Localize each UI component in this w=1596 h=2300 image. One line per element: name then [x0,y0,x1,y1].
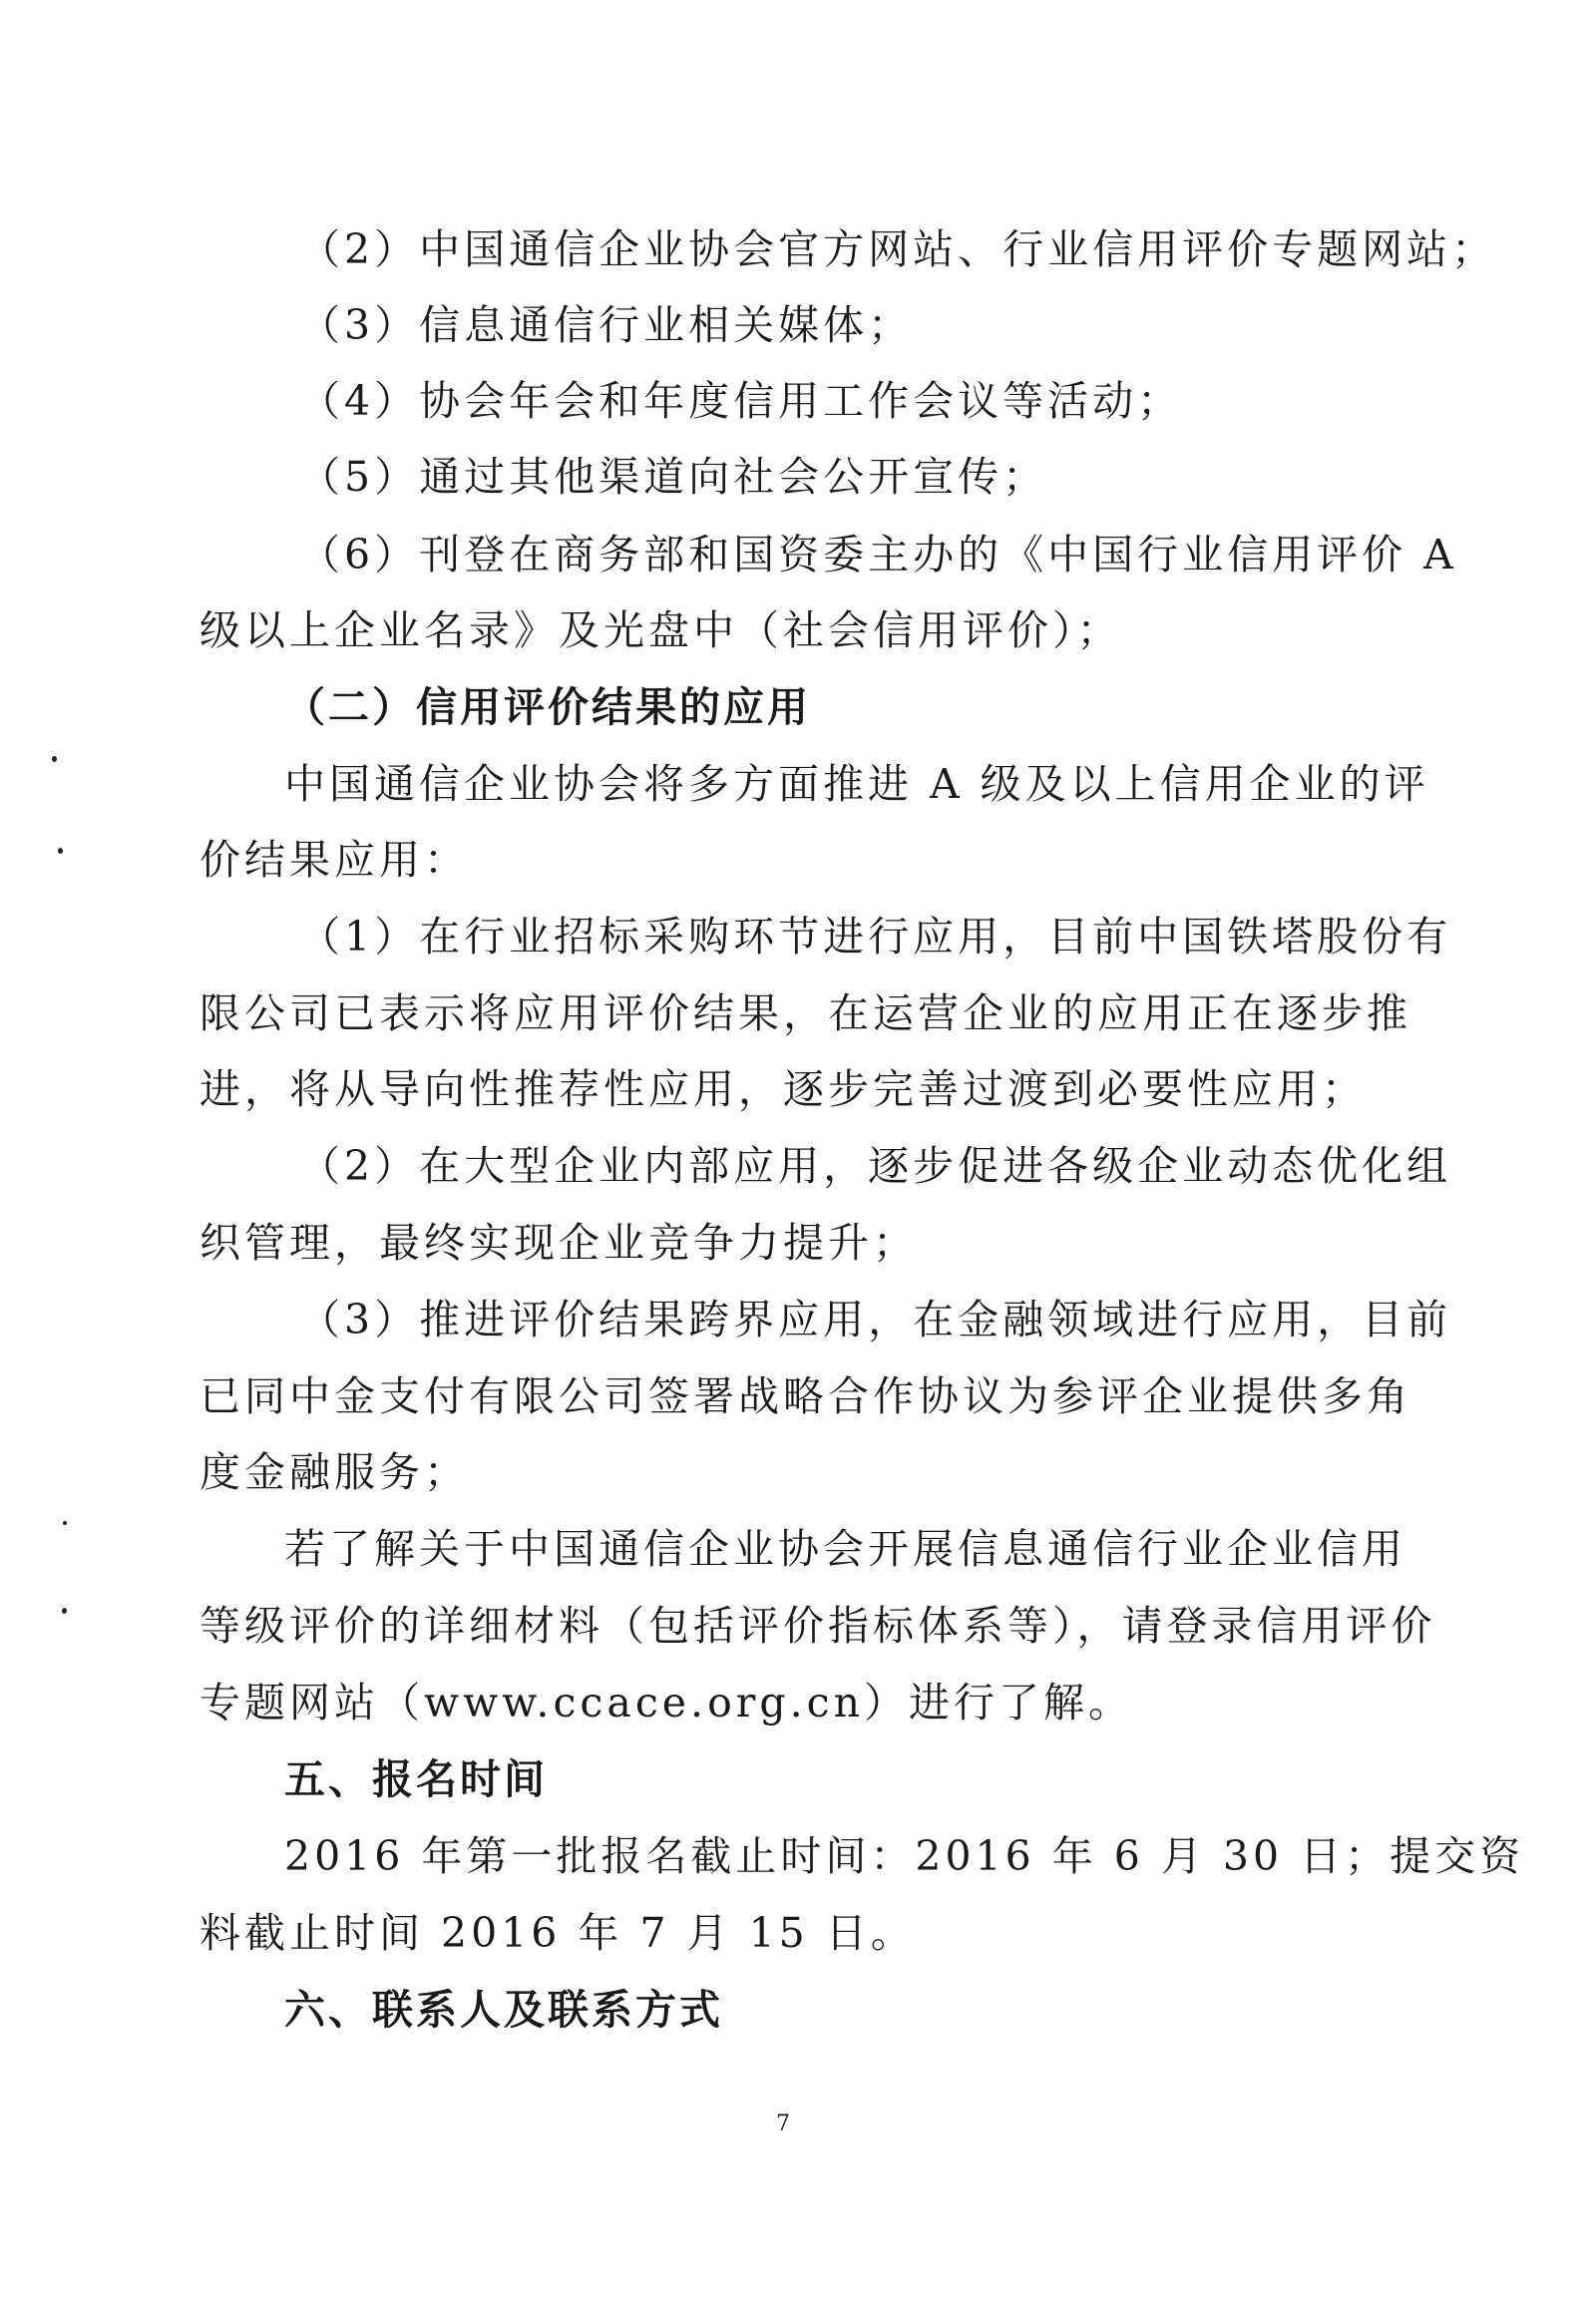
list-item-2: （2）中国通信企业协会官方网站、行业信用评价专题网站； [299,225,1497,273]
scan-speck [62,1608,67,1614]
paragraph-line: 价结果应用： [200,836,469,884]
paragraph-line: 度金融服务； [200,1448,469,1496]
list-item-4: （4）协会年会和年度信用工作会议等活动； [299,377,1183,425]
list-item-6-cont: 级以上企业名录》及光盘中（社会信用评价）； [200,606,1122,654]
scan-speck [63,1521,67,1525]
application-item-3: （3）推进评价结果跨界应用，在金融领域进行应用，目前 [299,1296,1452,1343]
application-item-1: （1）在行业招标采购环节进行应用，目前中国铁塔股份有 [299,913,1452,960]
list-item-5: （5）通过其他渠道向社会公开宣传； [299,453,1048,501]
paragraph-line: 中国通信企业协会将多方面推进 A 级及以上信用企业的评 [284,760,1429,808]
section-heading-contact: 六、联系人及联系方式 [284,1986,723,2034]
paragraph-line: 已同中金支付有限公司签署战略合作协议为参评企业提供多角 [200,1372,1411,1420]
paragraph-line: 料截止时间 2016 年 7 月 15 日。 [200,1909,916,1957]
paragraph-line: 进，将从导向性推荐性应用，逐步完善过渡到必要性应用； [200,1065,1367,1113]
paragraph-line: 织管理，最终实现企业竞争力提升； [200,1219,918,1267]
section-heading-registration-time: 五、报名时间 [284,1755,548,1803]
page-number: 7 [776,2111,790,2136]
paragraph-line: 若了解关于中国通信企业协会开展信息通信行业企业信用 [284,1525,1406,1573]
paragraph-line: 2016 年第一批报名截止时间：2016 年 6 月 30 日；提交资 [284,1832,1525,1880]
paragraph-line: 限公司已表示将应用评价结果，在运营企业的应用正在逐步推 [200,989,1411,1037]
list-item-3: （3）信息通信行业相关媒体； [299,301,914,349]
paragraph-line: 等级评价的详细材料（包括评价指标体系等），请登录信用评价 [200,1602,1436,1650]
website-link-line: 专题网站（www.ccace.org.cn）进行了解。 [200,1679,1134,1726]
application-item-2: （2）在大型企业内部应用，逐步促进各级企业动态优化组 [299,1142,1452,1190]
scan-speck [58,848,63,854]
section-heading-results-application: （二）信用评价结果的应用 [284,683,811,731]
scan-speck [52,756,57,762]
list-item-6: （6）刊登在商务部和国资委主办的《中国行业信用评价 A [299,531,1457,578]
